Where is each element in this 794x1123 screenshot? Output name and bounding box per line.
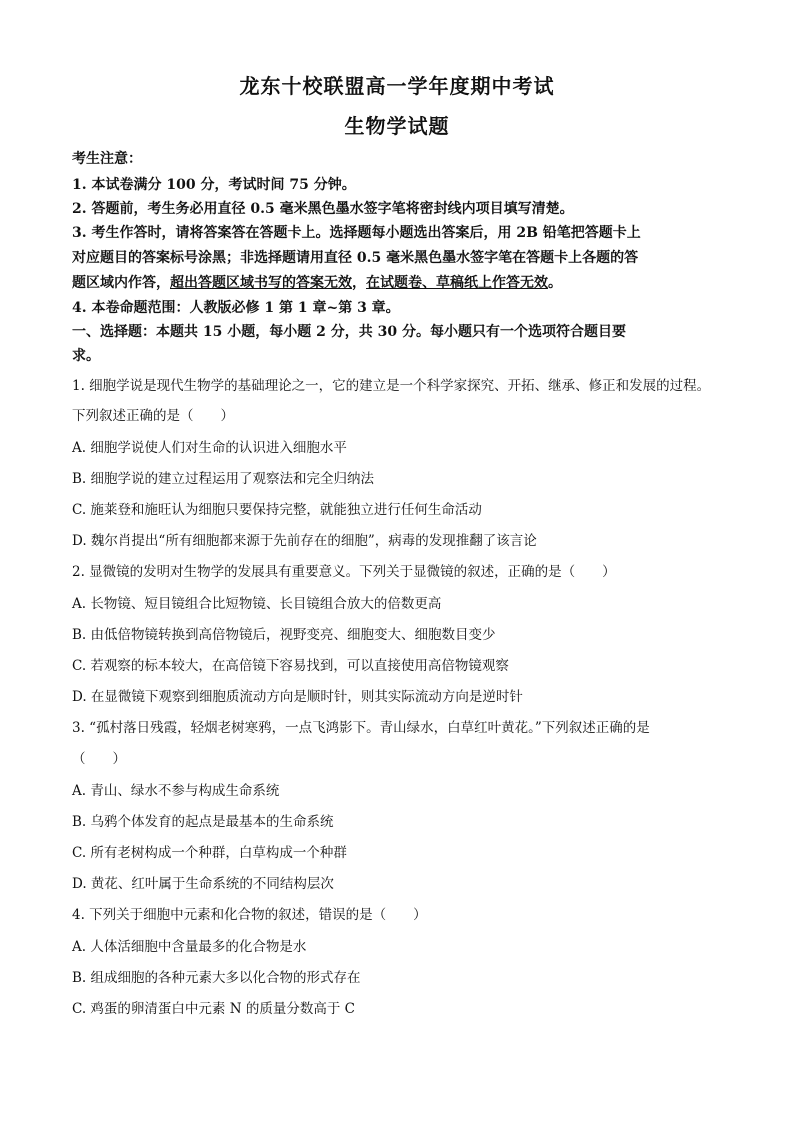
question-4-option-a: A. 人体活细胞中含量最多的化合物是水 (72, 939, 307, 955)
notice-item-3-line-1: 3. 考生作答时，请将答案答在答题卡上。选择题每小题选出答案后，用 2B 铅笔把答题卡上 (72, 225, 641, 241)
question-2-option-d: D. 在显微镜下观察到细胞质流动方向是顺时针，则其实际流动方向是逆时针 (72, 689, 523, 705)
question-1-option-b: B. 细胞学说的建立过程运用了观察法和完全归纳法 (72, 471, 375, 487)
question-3-stem-line-1: 3. “孤村落日残霞，轻烟老树寒鸦，一点飞鸿影下。青山绿水，白草红叶黄花。”下列叙述正确的是 (72, 720, 650, 736)
exam-subtitle: 生物学试题 (344, 114, 450, 138)
exam-title: 龙东十校联盟高一学年度期中考试 (239, 74, 555, 98)
question-2-option-c: C. 若观察的标本较大，在高倍镜下容易找到，可以直接使用高倍物镜观察 (72, 658, 509, 674)
notice-item-3-text-c: 。 (548, 275, 562, 291)
question-3-option-a: A. 青山、绿水不参与构成生命系统 (72, 783, 280, 799)
notice-item-4: 4. 本卷命题范围：人教版必修 1 第 1 章~第 3 章。 (72, 300, 400, 316)
question-2-option-a: A. 长物镜、短目镜组合比短物镜、长目镜组合放大的倍数更高 (72, 596, 442, 612)
notice-underline-2: 在试题卷、草稿纸上作答无效 (366, 275, 548, 291)
question-1-stem-line-1: 1. 细胞学说是现代生物学的基础理论之一，它的建立是一个科学家探究、开拓、继承、修正和发展的过程。 (72, 378, 711, 394)
question-2-stem: 2. 显微镜的发明对生物学的发展具有重要意义。下列关于显微镜的叙述，正确的是（ ） (72, 564, 616, 580)
question-1-stem-line-2: 下列叙述正确的是（ ） (72, 408, 234, 424)
question-3-option-c: C. 所有老树构成一个种群，白草构成一个种群 (72, 845, 347, 861)
notice-underline-1: 超出答题区域书写的答案无效 (170, 275, 352, 291)
question-1-option-d: D. 魏尔肖提出“所有细胞都来源于先前存在的细胞”，病毒的发现推翻了该言论 (72, 533, 537, 549)
question-1-option-c: C. 施莱登和施旺认为细胞只要保持完整，就能独立进行任何生命活动 (72, 502, 482, 518)
question-2-option-b: B. 由低倍物镜转换到高倍物镜后，视野变亮、细胞变大、细胞数目变少 (72, 627, 496, 643)
question-4-option-b: B. 组成细胞的各种元素大多以化合物的形式存在 (72, 970, 361, 986)
notice-item-3-line-3 (72, 272, 732, 292)
notice-item-3-line-2: 对应题目的答案标号涂黑；非选择题请用直径 0.5 毫米黑色墨水签字笔在答题卡上各题的答 (72, 250, 639, 266)
question-4-stem: 4. 下列关于细胞中元素和化合物的叙述，错误的是（ ） (72, 907, 427, 923)
question-3-option-d: D. 黄花、红叶属于生命系统的不同结构层次 (72, 876, 334, 892)
section-heading-line-1: 一、选择题：本题共 15 小题，每小题 2 分，共 30 分。每小题只有一个选项符合题目要 (72, 324, 626, 340)
section-heading-line-2: 求。 (72, 348, 100, 364)
question-3-stem-line-2: （ ） (72, 751, 126, 767)
notice-item-1: 1. 本试卷满分 100 分，考试时间 75 分钟。 (72, 177, 356, 193)
notice-item-2: 2. 答题前，考生务必用直径 0.5 毫米黑色墨水签字笔将密封线内项目填写清楚。 (72, 201, 574, 217)
notice-item-3-text-a: 题区域内作答， (72, 275, 170, 291)
question-4-option-c: C. 鸡蛋的卵清蛋白中元素 N 的质量分数高于 C (72, 1001, 355, 1017)
question-1-option-a: A. 细胞学说使人们对生命的认识进入细胞水平 (72, 440, 347, 456)
question-3-option-b: B. 乌鸦个体发育的起点是最基本的生命系统 (72, 814, 334, 830)
notice-header: 考生注意： (72, 151, 142, 167)
notice-item-3-text-b: ， (352, 275, 366, 291)
